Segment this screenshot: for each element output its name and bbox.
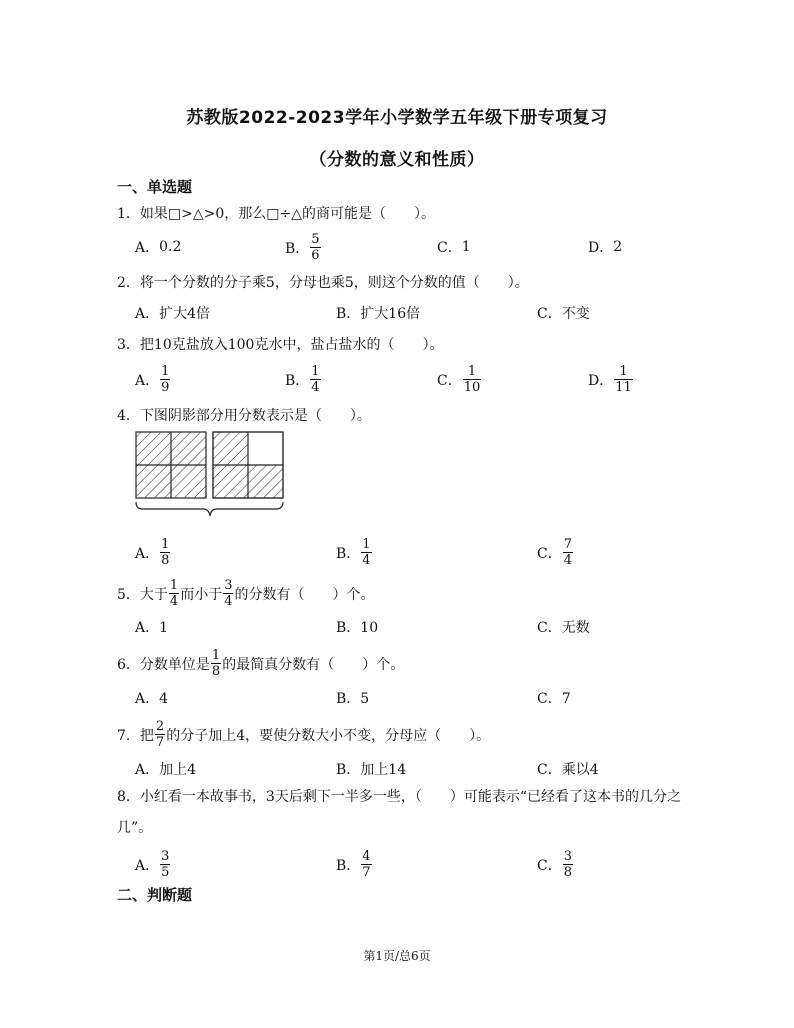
question-6-stem bbox=[117, 649, 404, 678]
q3-option-c[interactable] bbox=[437, 365, 482, 394]
q1-option-c[interactable] bbox=[437, 237, 471, 257]
q2-option-c[interactable]: C．不变 bbox=[537, 306, 590, 322]
option-value: 2 bbox=[613, 239, 623, 255]
q6-option-a[interactable]: A．4 bbox=[135, 691, 169, 707]
question-7-stem bbox=[117, 720, 490, 749]
q8-option-b[interactable] bbox=[336, 850, 373, 879]
option-label: D． bbox=[588, 240, 614, 256]
question-8-stem: 8．小红看一本故事书，3天后剩下一半多一些，（ ）可能表示“已经看了这本书的几分之几”。 bbox=[117, 789, 681, 836]
stem-text: 7．把 bbox=[117, 727, 154, 744]
brace-icon bbox=[136, 502, 283, 516]
option-value: 1 bbox=[461, 239, 471, 255]
page-subtitle: （分数的意义和性质） bbox=[309, 150, 485, 170]
q4-option-c[interactable] bbox=[537, 538, 574, 567]
fraction: $\frac{1}{4}$ bbox=[169, 578, 179, 609]
q5-option-c[interactable]: C．无数 bbox=[537, 620, 590, 636]
option-label: A． bbox=[135, 372, 160, 389]
question-4-stem: 4．下图阴影部分用分数表示是（ ）。 bbox=[117, 408, 371, 424]
section-single-choice: 一、单选题 bbox=[117, 178, 193, 196]
fraction: $\frac{1}{8}$ bbox=[211, 648, 221, 679]
option-label: A． bbox=[135, 545, 160, 562]
q1-option-b[interactable] bbox=[285, 233, 322, 262]
q8-option-a[interactable] bbox=[135, 850, 171, 879]
question-5-stem bbox=[117, 579, 374, 608]
stem-text: 的分子加上4，要使分数大小不变，分母应（ ）。 bbox=[166, 727, 491, 744]
question-1-stem: 1．如果□>△>0，那么□÷△的商可能是（ ）。 bbox=[117, 206, 435, 222]
q4-option-a[interactable] bbox=[135, 538, 171, 567]
q2-option-b[interactable]: B．扩大16倍 bbox=[336, 306, 421, 322]
q1-option-a[interactable] bbox=[135, 237, 181, 257]
right-square bbox=[213, 432, 283, 498]
fraction: $\frac{5}{6}$ bbox=[311, 232, 320, 263]
stem-text: 而小于 bbox=[180, 586, 223, 603]
option-label: C． bbox=[537, 545, 562, 562]
q3-option-a[interactable] bbox=[135, 365, 171, 394]
fraction: $\frac{1}{4}$ bbox=[311, 364, 320, 395]
q5-option-b[interactable]: B．10 bbox=[336, 620, 379, 636]
question-2-stem: 2．将一个分数的分子乘5，分母也乘5，则这个分数的值（ ）。 bbox=[117, 275, 529, 291]
left-square bbox=[136, 432, 206, 498]
fraction: $\frac{1}{9}$ bbox=[161, 364, 170, 395]
fraction: $\frac{1}{4}$ bbox=[362, 537, 371, 568]
fraction: $\frac{1}{11}$ bbox=[615, 364, 632, 395]
q4-option-b[interactable] bbox=[336, 538, 373, 567]
option-label: A． bbox=[135, 240, 160, 256]
fraction-area-figure bbox=[133, 430, 285, 526]
fraction: $\frac{3}{4}$ bbox=[224, 578, 233, 609]
stem-text: 5．大于 bbox=[117, 586, 168, 603]
q1-option-d[interactable] bbox=[588, 237, 622, 257]
q7-option-c[interactable]: C．乘以4 bbox=[537, 762, 599, 778]
fraction: $\frac{3}{5}$ bbox=[161, 849, 170, 880]
q2-option-a[interactable]: A．扩大4倍 bbox=[135, 306, 211, 322]
fraction: $\frac{1}{8}$ bbox=[161, 537, 170, 568]
q6-option-c[interactable]: C．7 bbox=[537, 691, 571, 707]
page-number: 第1页/总6页 bbox=[363, 949, 431, 963]
option-value: 0.2 bbox=[159, 239, 182, 255]
option-label: C． bbox=[437, 372, 462, 389]
option-label: B． bbox=[336, 857, 361, 874]
option-label: B． bbox=[285, 240, 310, 257]
fraction: $\frac{1}{10}$ bbox=[463, 364, 481, 395]
stem-text: 6．分数单位是 bbox=[117, 656, 210, 673]
q5-option-a[interactable]: A．1 bbox=[135, 620, 169, 636]
q3-option-b[interactable] bbox=[285, 365, 322, 394]
option-label: D． bbox=[588, 372, 614, 389]
option-label: C． bbox=[437, 240, 462, 256]
stem-text: 的最简真分数有（ ）个。 bbox=[222, 656, 405, 673]
q7-option-b[interactable]: B．加上14 bbox=[336, 762, 407, 778]
question-3-stem: 3．把10克盐放入100克水中，盐占盐水的（ ）。 bbox=[117, 337, 444, 353]
option-label: B． bbox=[336, 545, 361, 562]
fraction: $\frac{4}{7}$ bbox=[362, 849, 371, 880]
q3-option-d[interactable] bbox=[588, 365, 634, 394]
q6-option-b[interactable]: B．5 bbox=[336, 691, 370, 707]
page-title: 苏教版2022-2023学年小学数学五年级下册专项复习 bbox=[186, 108, 608, 128]
stem-text: 的分数有（ ）个。 bbox=[234, 586, 375, 603]
section-true-false: 二、判断题 bbox=[117, 886, 193, 904]
q8-option-c[interactable] bbox=[537, 850, 574, 879]
option-label: C． bbox=[537, 857, 562, 874]
fraction: $\frac{7}{4}$ bbox=[563, 537, 572, 568]
fraction: $\frac{3}{8}$ bbox=[563, 849, 572, 880]
option-label: B． bbox=[285, 372, 310, 389]
fraction: $\frac{2}{7}$ bbox=[155, 719, 165, 750]
option-label: A． bbox=[135, 857, 160, 874]
q7-option-a[interactable]: A．加上4 bbox=[135, 762, 197, 778]
